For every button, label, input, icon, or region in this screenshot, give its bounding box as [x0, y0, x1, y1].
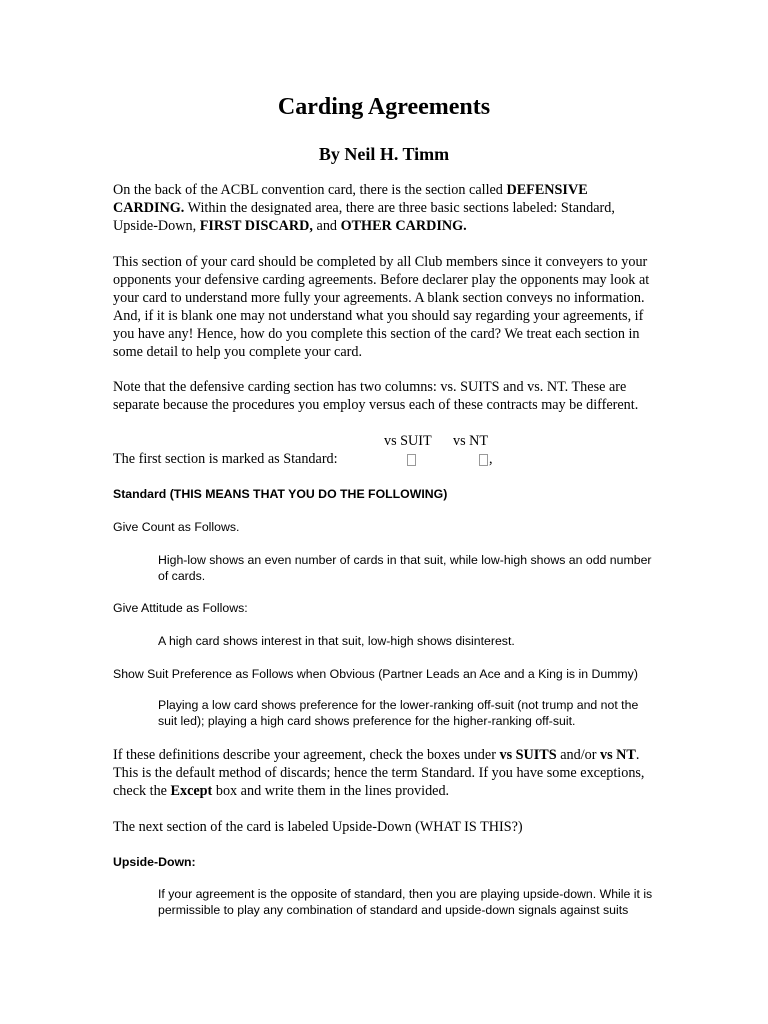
intro-text-1: On the back of the ACBL convention card, there is the section called [113, 182, 507, 198]
standard-heading: Standard (THIS MEANS THAT YOU DO THE FOLLOWING) [113, 487, 448, 501]
columns-paragraph: Note that the defensive carding section has two columns: vs. SUITS and vs. NT. These are separate because the procedures you employ versus each of these contracts may be different. [113, 379, 639, 413]
trailing-comma: , [489, 451, 493, 467]
attitude-description: A high card shows interest in that suit, low-high shows disinterest. [158, 634, 515, 648]
vs-nt-checkbox[interactable] [479, 454, 488, 466]
intro-text-3: and [312, 218, 341, 234]
definitions-text-4: box and write them in the lines provided. [212, 783, 450, 799]
vs-suit-column-header: vs SUIT [384, 433, 432, 449]
upside-down-description: If your agreement is the opposite of standard, then you are playing upside-down. While it is permissible to play any combination of standard and upside-down signals against suits [158, 887, 653, 917]
count-heading: Give Count as Follows. [113, 520, 240, 534]
completion-paragraph: This section of your card should be completed by all Club members since it conveyers to your opponents your defensive carding agreements. Before declarer play the opponents may look at your card to understand more fully your agreements. A blank section conveys no information. And, if it is blank one may not understand what you should say regarding your agreements, if you have any! Hence, how do you complete this section of the card? We treat each section in some detail to help you complete your card. [113, 254, 650, 360]
intro-bold-defensive-carding: DEFENSIVE CARDING. [113, 182, 588, 216]
definitions-paragraph [113, 746, 653, 800]
definitions-text-1: If these definitions describe your agreement, check the boxes under [113, 747, 500, 763]
upside-down-heading: Upside-Down: [113, 855, 196, 869]
next-section-paragraph: The next section of the card is labeled Upside-Down (WHAT IS THIS?) [113, 819, 523, 835]
intro-paragraph [113, 181, 653, 235]
definitions-bold-vs-suits: vs SUITS [499, 747, 557, 763]
definitions-bold-vs-nt: vs NT [600, 747, 636, 763]
standard-section-label: The first section is marked as Standard: [113, 451, 338, 467]
author-byline: By Neil H. Timm [318, 144, 450, 164]
intro-bold-first-discard: FIRST DISCARD, [199, 218, 313, 234]
definitions-text-3: . This is the default method of discards; hence the term Standard. If you have some exceptions, check the [113, 747, 645, 799]
definitions-bold-except: Except [170, 783, 213, 799]
attitude-heading: Give Attitude as Follows: [113, 601, 248, 615]
count-description: High-low shows an even number of cards in that suit, while low-high shows an odd number of cards. [158, 553, 652, 583]
definitions-text-2: and/or [556, 747, 600, 763]
intro-text-2: Within the designated area, there are three basic sections labeled: Standard, Upside-Down, [113, 200, 615, 234]
intro-bold-other-carding: OTHER CARDING. [340, 218, 467, 234]
page-title: Carding Agreements [277, 94, 491, 120]
vs-nt-column-header: vs NT [453, 433, 489, 449]
vs-suit-checkbox[interactable] [407, 454, 416, 466]
suit-preference-heading: Show Suit Preference as Follows when Obvious (Partner Leads an Ace and a King is in Dummy) [113, 667, 638, 681]
suit-preference-description: Playing a low card shows preference for the lower-ranking off-suit (not trump and not the suit led); playing a high card shows preference for the higher-ranking off-suit. [158, 698, 639, 728]
